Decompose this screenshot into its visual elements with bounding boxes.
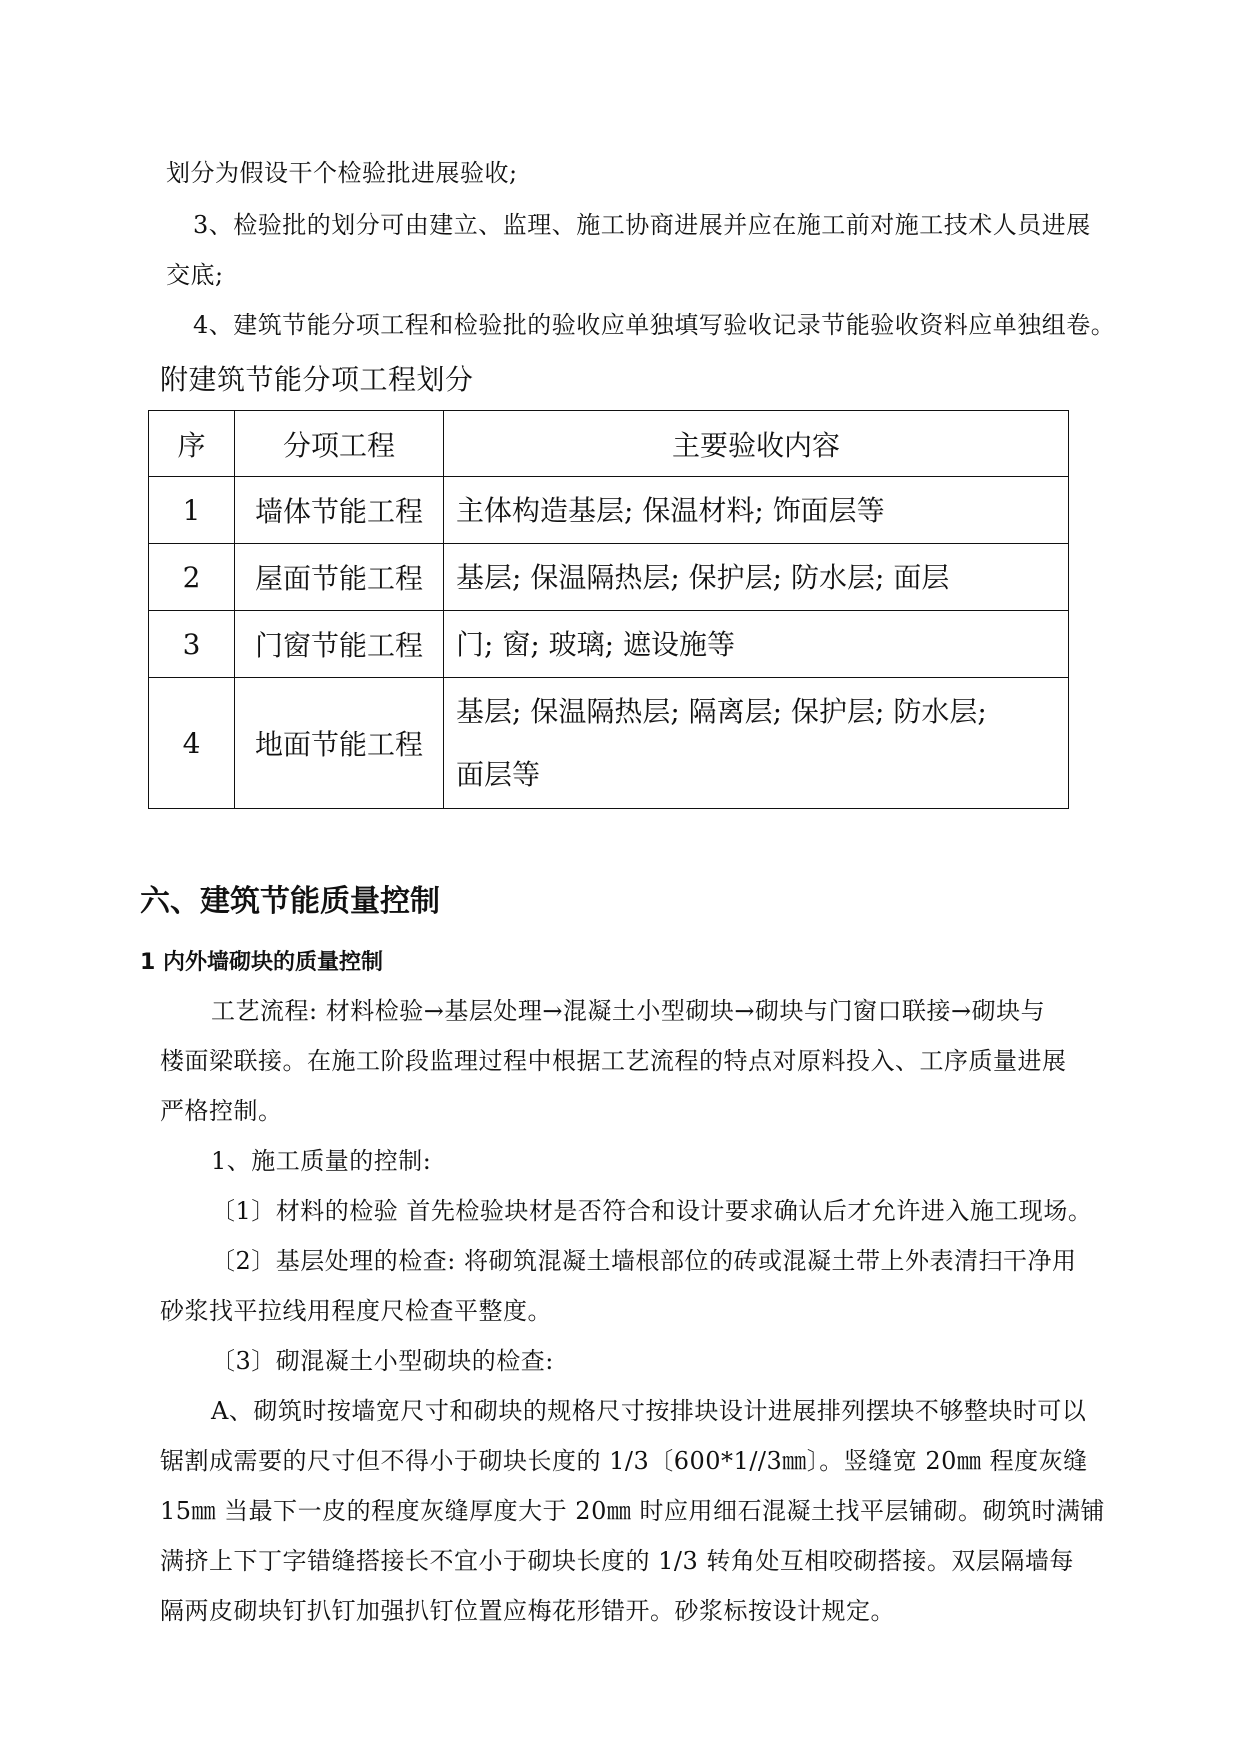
body-line: 隔两皮砌块钉扒钉加强扒钉位置应梅花形错开。砂浆标按设计规定。: [160, 1597, 895, 1625]
body-line: 〔3〕砌混凝土小型砌块的检查:: [211, 1347, 554, 1375]
row-content: 主体构造基层; 保温材料; 饰面层等: [444, 477, 1069, 544]
row-content: [444, 678, 1069, 809]
header-content: 主要验收内容: [444, 411, 1069, 477]
row-content: 门; 窗; 玻璃; 遮设施等: [444, 611, 1069, 678]
table-row: [149, 678, 1069, 809]
energy-subproject-table: [148, 410, 1069, 809]
row-content: 基层; 保温隔热层; 保护层; 防水层; 面层: [444, 544, 1069, 611]
table-row: [149, 544, 1069, 611]
paragraph-line: 交底;: [166, 261, 224, 289]
body-line: 1、施工质量的控制:: [211, 1147, 432, 1175]
body-line: 楼面梁联接。在施工阶段监理过程中根据工艺流程的特点对原料投入、工序质量进展: [160, 1047, 1067, 1075]
header-no: 序: [149, 411, 235, 477]
body-line: 严格控制。: [160, 1097, 283, 1125]
paragraph-line: 划分为假设干个检验批进展验收;: [166, 159, 518, 187]
body-line: 满挤上下丁字错缝搭接长不宜小于砌块长度的 1/3 转角处互相咬砌搭接。双层隔墙每: [160, 1547, 1074, 1575]
row-item: 门窗节能工程: [235, 611, 444, 678]
body-line: 工艺流程: 材料检验→基层处理→混凝土小型砌块→砌块与门窗口联接→砌块与: [211, 997, 1046, 1025]
row-item: 地面节能工程: [235, 678, 444, 809]
section-title: 六、建筑节能质量控制: [140, 884, 440, 919]
body-line: 〔1〕材料的检验 首先检验块材是否符合和设计要求确认后才允许进入施工现场。: [211, 1197, 1093, 1225]
row-content-line: 基层; 保温隔热层; 隔离层; 保护层; 防水层;: [456, 695, 987, 728]
paragraph-line: 3、检验批的划分可由建立、监理、施工协商进展并应在施工前对施工技术人员进展: [193, 211, 1091, 239]
body-line: 〔2〕基层处理的检查: 将砌筑混凝土墙根部位的砖或混凝土带上外表清扫干净用: [211, 1247, 1077, 1275]
table-caption: 附建筑节能分项工程划分: [160, 363, 474, 396]
row-no: 2: [149, 544, 235, 611]
table-row: [149, 477, 1069, 544]
table-header-row: [149, 411, 1069, 477]
header-item: 分项工程: [235, 411, 444, 477]
row-no: 3: [149, 611, 235, 678]
row-item: 屋面节能工程: [235, 544, 444, 611]
row-item: 墙体节能工程: [235, 477, 444, 544]
table-row: [149, 611, 1069, 678]
subsection-title: 1 内外墙砌块的质量控制: [140, 950, 383, 975]
row-content-line: 面层等: [456, 758, 541, 791]
paragraph-line: 4、建筑节能分项工程和检验批的验收应单独填写验收记录节能验收资料应单独组卷。: [193, 311, 1116, 339]
body-line: A、砌筑时按墙宽尺寸和砌块的规格尺寸按排块设计进展排列摆块不够整块时可以: [211, 1397, 1087, 1425]
body-line: 15㎜ 当最下一皮的程度灰缝厚度大于 20㎜ 时应用细石混凝土找平层铺砌。砌筑时满铺: [160, 1497, 1105, 1525]
body-line: 锯割成需要的尺寸但不得小于砌块长度的 1/3〔600*1//3㎜〕。竖缝宽 20㎜ 程度灰缝: [160, 1447, 1088, 1475]
row-no: 4: [149, 678, 235, 809]
row-no: 1: [149, 477, 235, 544]
body-line: 砂浆找平拉线用程度尺检查平整度。: [160, 1297, 552, 1325]
